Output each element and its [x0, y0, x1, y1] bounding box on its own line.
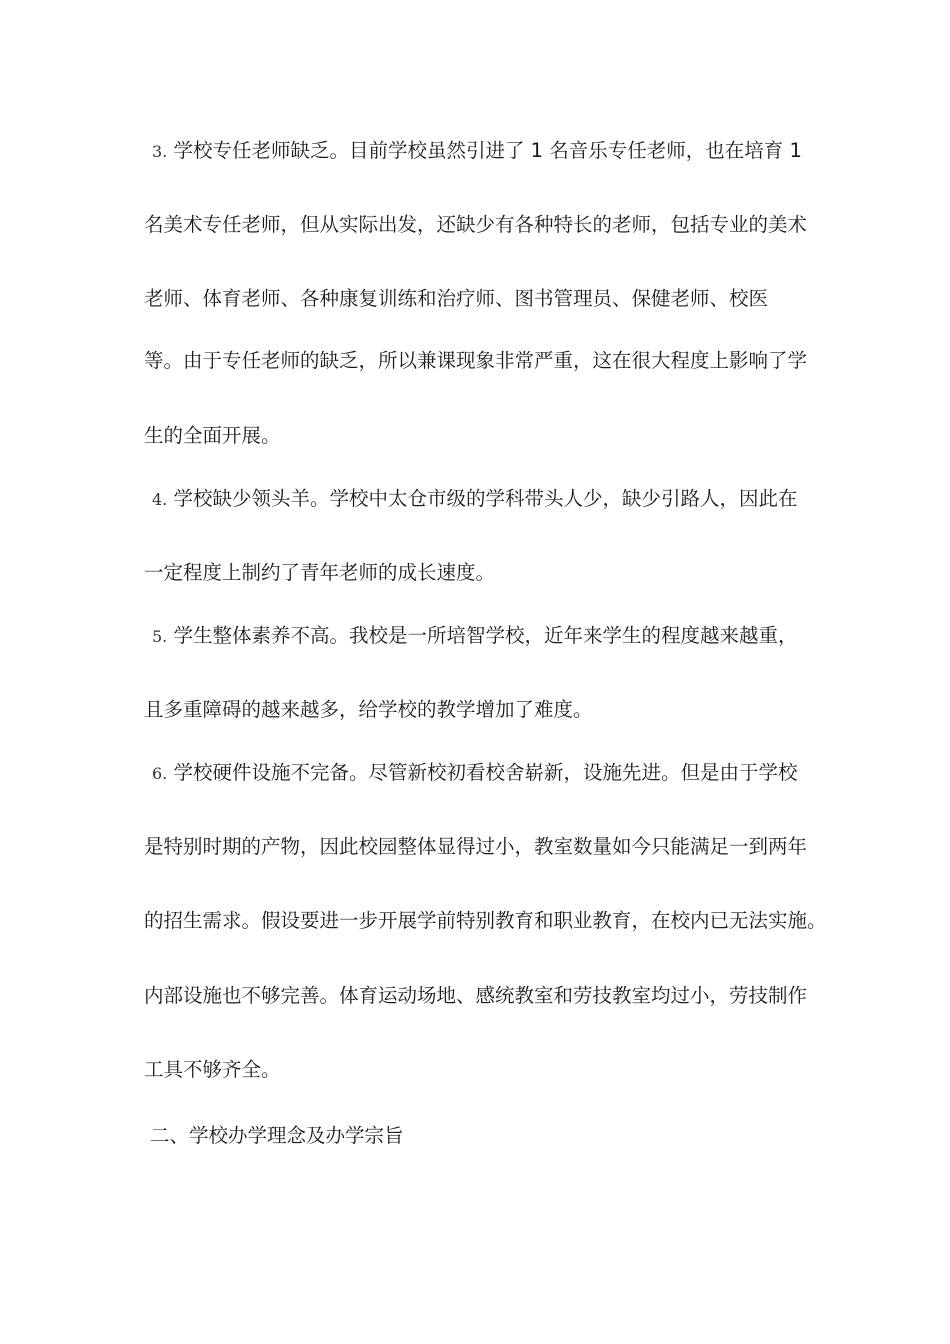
paragraph-line [152, 487, 797, 512]
line-text: 名美术专任老师，但从实际出发，还缺少有各种特长的老师，包括专业的美术 [144, 213, 808, 236]
paragraph-line [144, 561, 495, 585]
paragraph-line [144, 213, 807, 237]
paragraph-line [144, 287, 768, 311]
line-text: 学校硬件设施不完备。尽管新校初看校舍崭新，设施先进。但是由于学校 [173, 761, 798, 784]
paragraph-line [144, 835, 807, 859]
heading-text: 二、学校办学理念及办学宗旨 [150, 1124, 404, 1147]
line-text: 生的全面开展。 [144, 424, 281, 447]
paragraph-line [144, 424, 281, 448]
item-number: 6. [152, 764, 168, 783]
line-text: 老师、体育老师、各种康复训练和治疗师、图书管理员、保健老师、校医 [144, 287, 769, 310]
line-text: 工具不够齐全。 [144, 1058, 281, 1081]
paragraph-line [144, 349, 807, 373]
line-text: 是特别时期的产物，因此校园整体显得过小，教室数量如今只能满足一到两年 [144, 835, 808, 858]
paragraph-line [152, 139, 802, 164]
line-text: 学生整体素养不高。我校是一所培智学校，近年来学生的程度越来越重， [173, 624, 798, 647]
line-text: 等。由于专任老师的缺乏，所以兼课现象非常严重，这在很大程度上影响了学 [144, 349, 808, 372]
paragraph-line [144, 984, 807, 1008]
line-text: 学校专任老师缺乏。目前学校虽然引进了 1 名音乐专任老师，也在培育 1 [173, 139, 802, 162]
line-text: 的招生需求。假设要进一步开展学前特别教育和职业教育，在校内已无法实施。 [144, 909, 827, 932]
paragraph-line [144, 909, 827, 933]
line-text: 一定程度上制约了青年老师的成长速度。 [144, 561, 496, 584]
section-heading [150, 1124, 404, 1148]
item-number: 3. [152, 142, 168, 161]
paragraph-line [144, 1058, 281, 1082]
line-text: 且多重障碍的越来越多，给学校的教学增加了难度。 [144, 698, 593, 721]
item-number: 4. [152, 490, 168, 509]
line-text: 学校缺少领头羊。学校中太仓市级的学科带头人少，缺少引路人，因此在 [173, 487, 798, 510]
line-text: 内部设施也不够完善。体育运动场地、感统教室和劳技教室均过小，劳技制作 [144, 984, 808, 1007]
paragraph-line [152, 761, 797, 786]
paragraph-line [152, 624, 797, 649]
item-number: 5. [152, 627, 168, 646]
paragraph-line [144, 698, 593, 722]
